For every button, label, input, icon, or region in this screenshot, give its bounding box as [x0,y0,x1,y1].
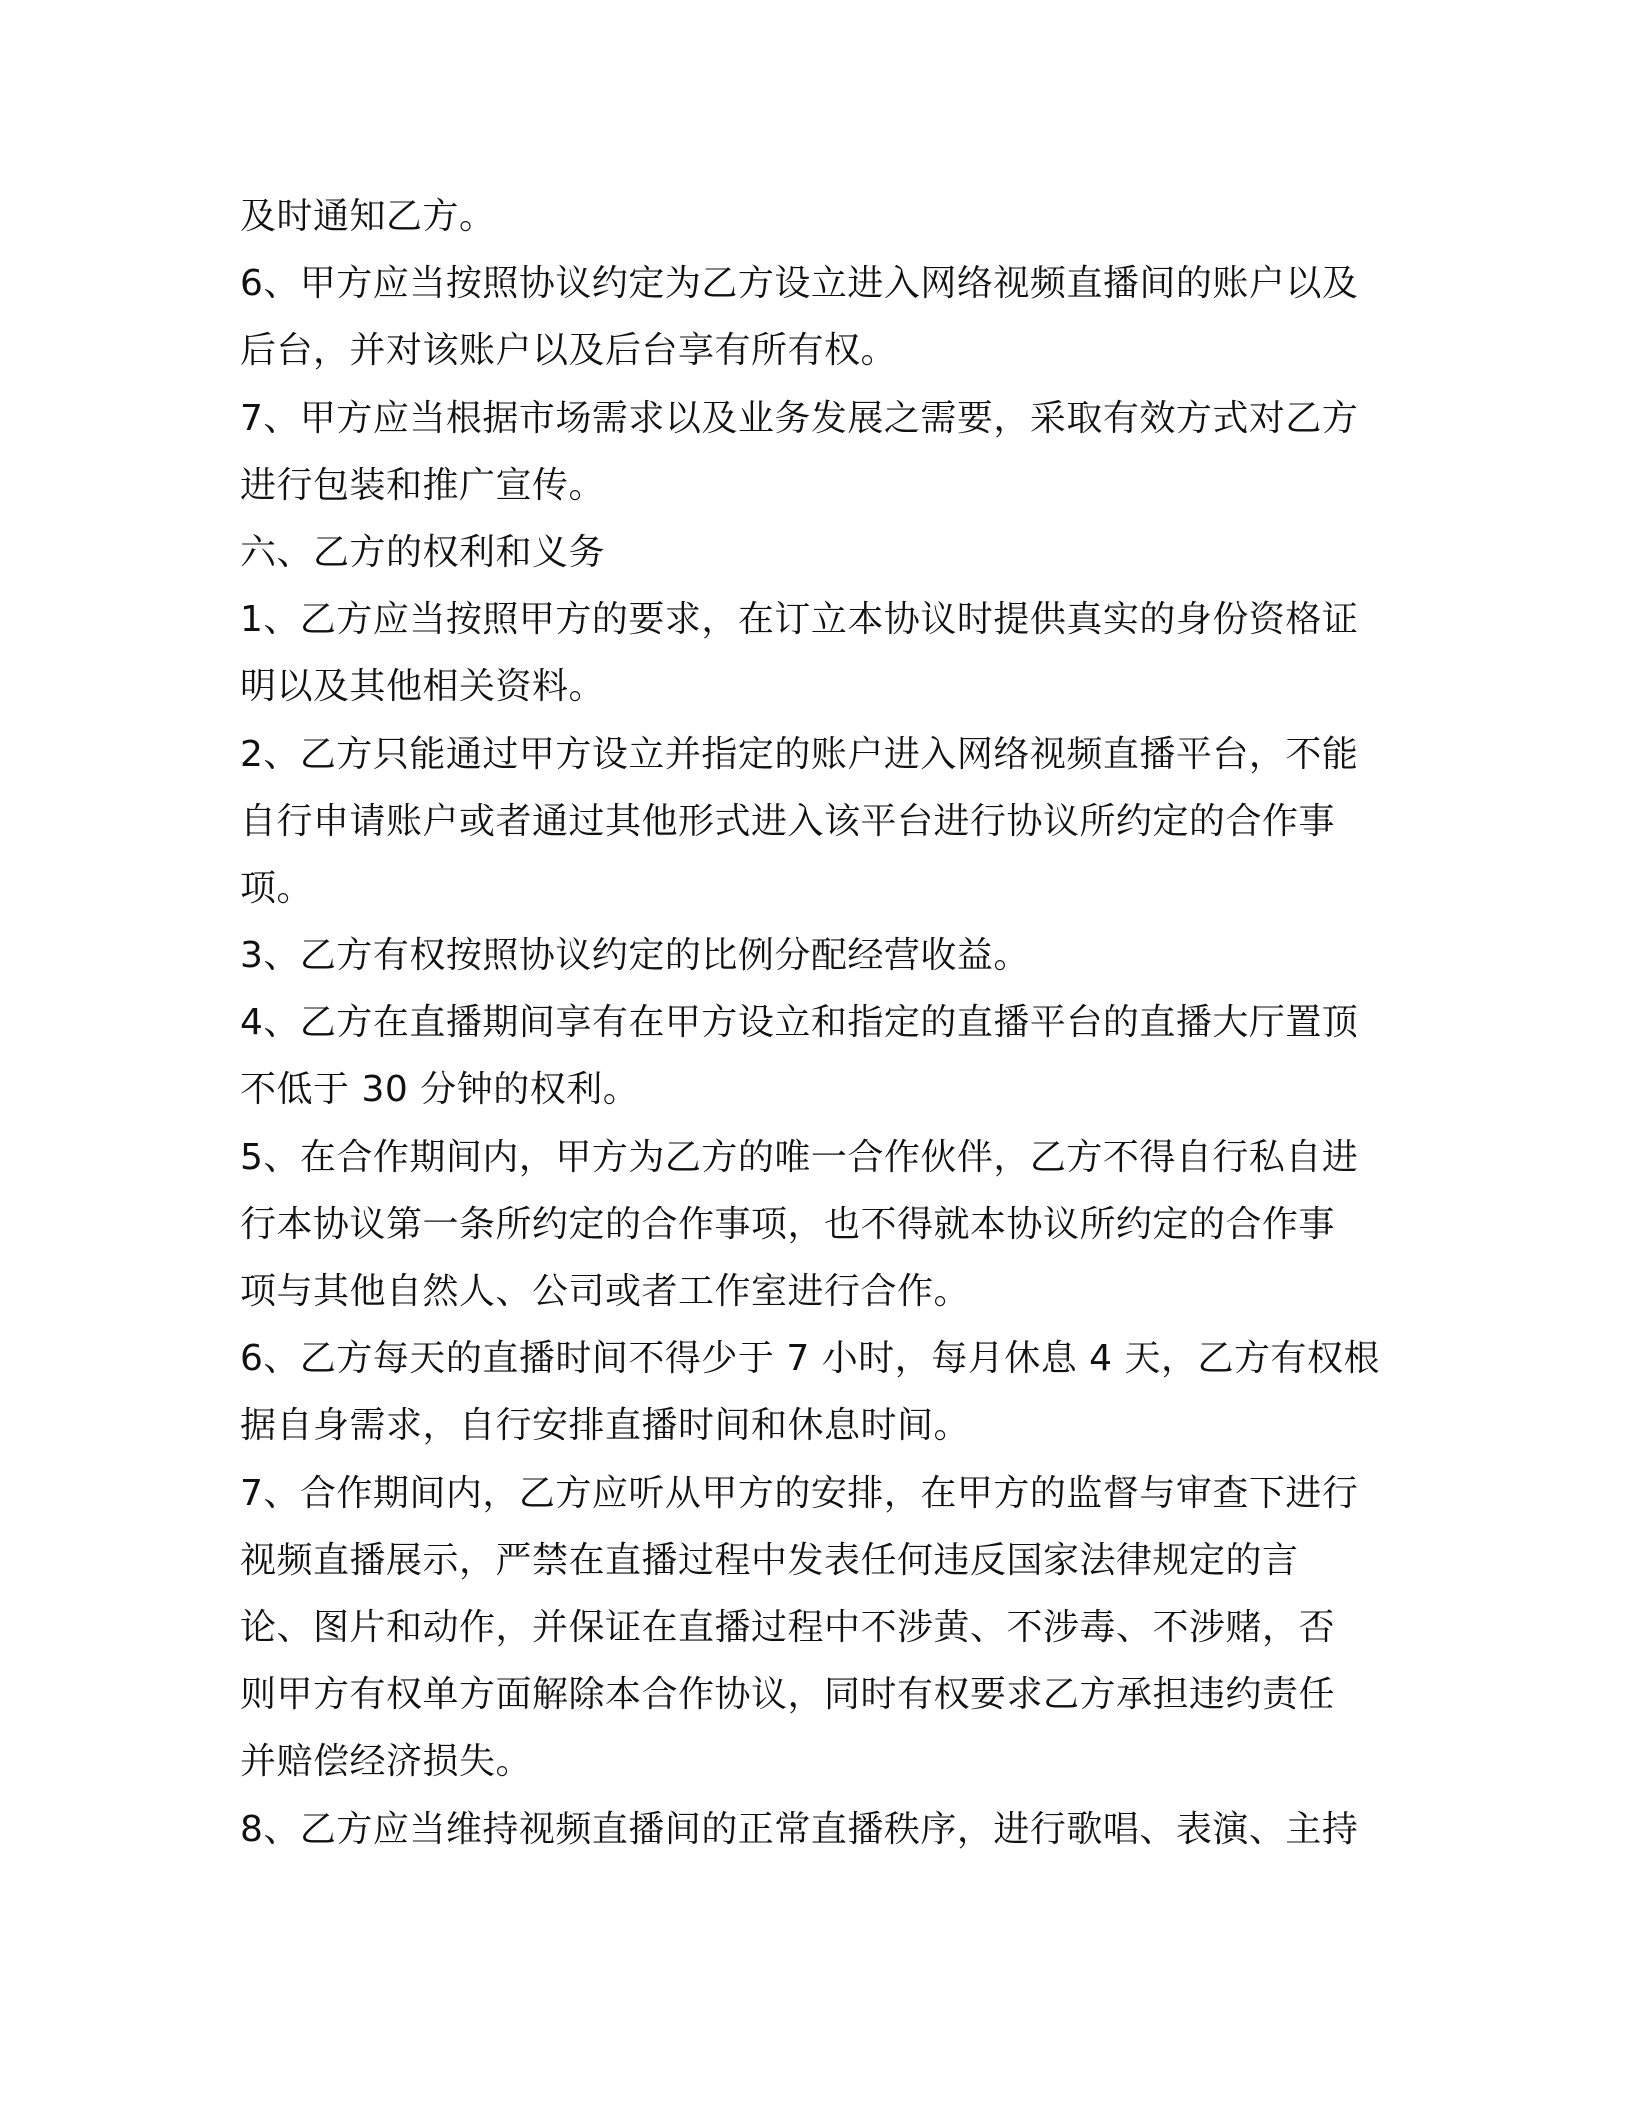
text-line: 项。 [240,867,314,909]
text-line: 1、乙方应当按照甲方的要求，在订立本协议时提供真实的身份资格证 [240,599,1359,641]
text-line: 行本协议第一条所约定的合作事项，也不得就本协议所约定的合作事 [240,1203,1336,1245]
text-line: 则甲方有权单方面解除本合作协议，同时有权要求乙方承担违约责任 [240,1674,1336,1716]
text-line: 并赔偿经济损失。 [240,1741,533,1783]
text-line: 不低于 30 分钟的权利。 [240,1069,640,1111]
text-line: 自行申请账户或者通过其他形式进入该平台进行协议所约定的合作事 [240,800,1336,842]
document-body [240,183,1410,1863]
text-line: 论、图片和动作，并保证在直播过程中不涉黄、不涉毒、不涉赌，否 [240,1606,1336,1648]
section-heading: 六、乙方的权利和义务 [240,531,606,573]
text-line: 后台，并对该账户以及后台享有所有权。 [240,330,898,372]
text-line: 2、乙方只能通过甲方设立并指定的账户进入网络视频直播平台，不能 [240,733,1359,775]
text-line: 8、乙方应当维持视频直播间的正常直播秩序，进行歌唱、表演、主持 [240,1808,1359,1850]
text-line: 项与其他自然人、公司或者工作室进行合作。 [240,1271,971,1312]
text-line: 6、甲方应当按照协议约定为乙方设立进入网络视频直播间的账户以及 [240,263,1359,305]
text-line: 3、乙方有权按照协议约定的比例分配经营收益。 [240,935,1030,977]
text-line: 4、乙方在直播期间享有在甲方设立和指定的直播平台的直播大厅置顶 [240,1002,1359,1044]
text-line: 及时通知乙方。 [240,196,496,237]
text-line: 6、乙方每天的直播时间不得少于 7 小时，每月休息 4 天，乙方有权根 [240,1338,1380,1380]
text-line: 7、合作期间内，乙方应听从甲方的安排，在甲方的监督与审查下进行 [240,1472,1359,1514]
text-line: 明以及其他相关资料。 [240,666,606,708]
text-line: 视频直播展示，严禁在直播过程中发表任何违反国家法律规定的言 [240,1539,1299,1581]
text-line: 5、在合作期间内，甲方为乙方的唯一合作伙伴，乙方不得自行私自进 [240,1136,1359,1178]
text-line: 进行包装和推广宣传。 [240,464,606,506]
text-line: 据自身需求，自行安排直播时间和休息时间。 [240,1405,971,1447]
text-line: 7、甲方应当根据市场需求以及业务发展之需要，采取有效方式对乙方 [240,397,1359,439]
